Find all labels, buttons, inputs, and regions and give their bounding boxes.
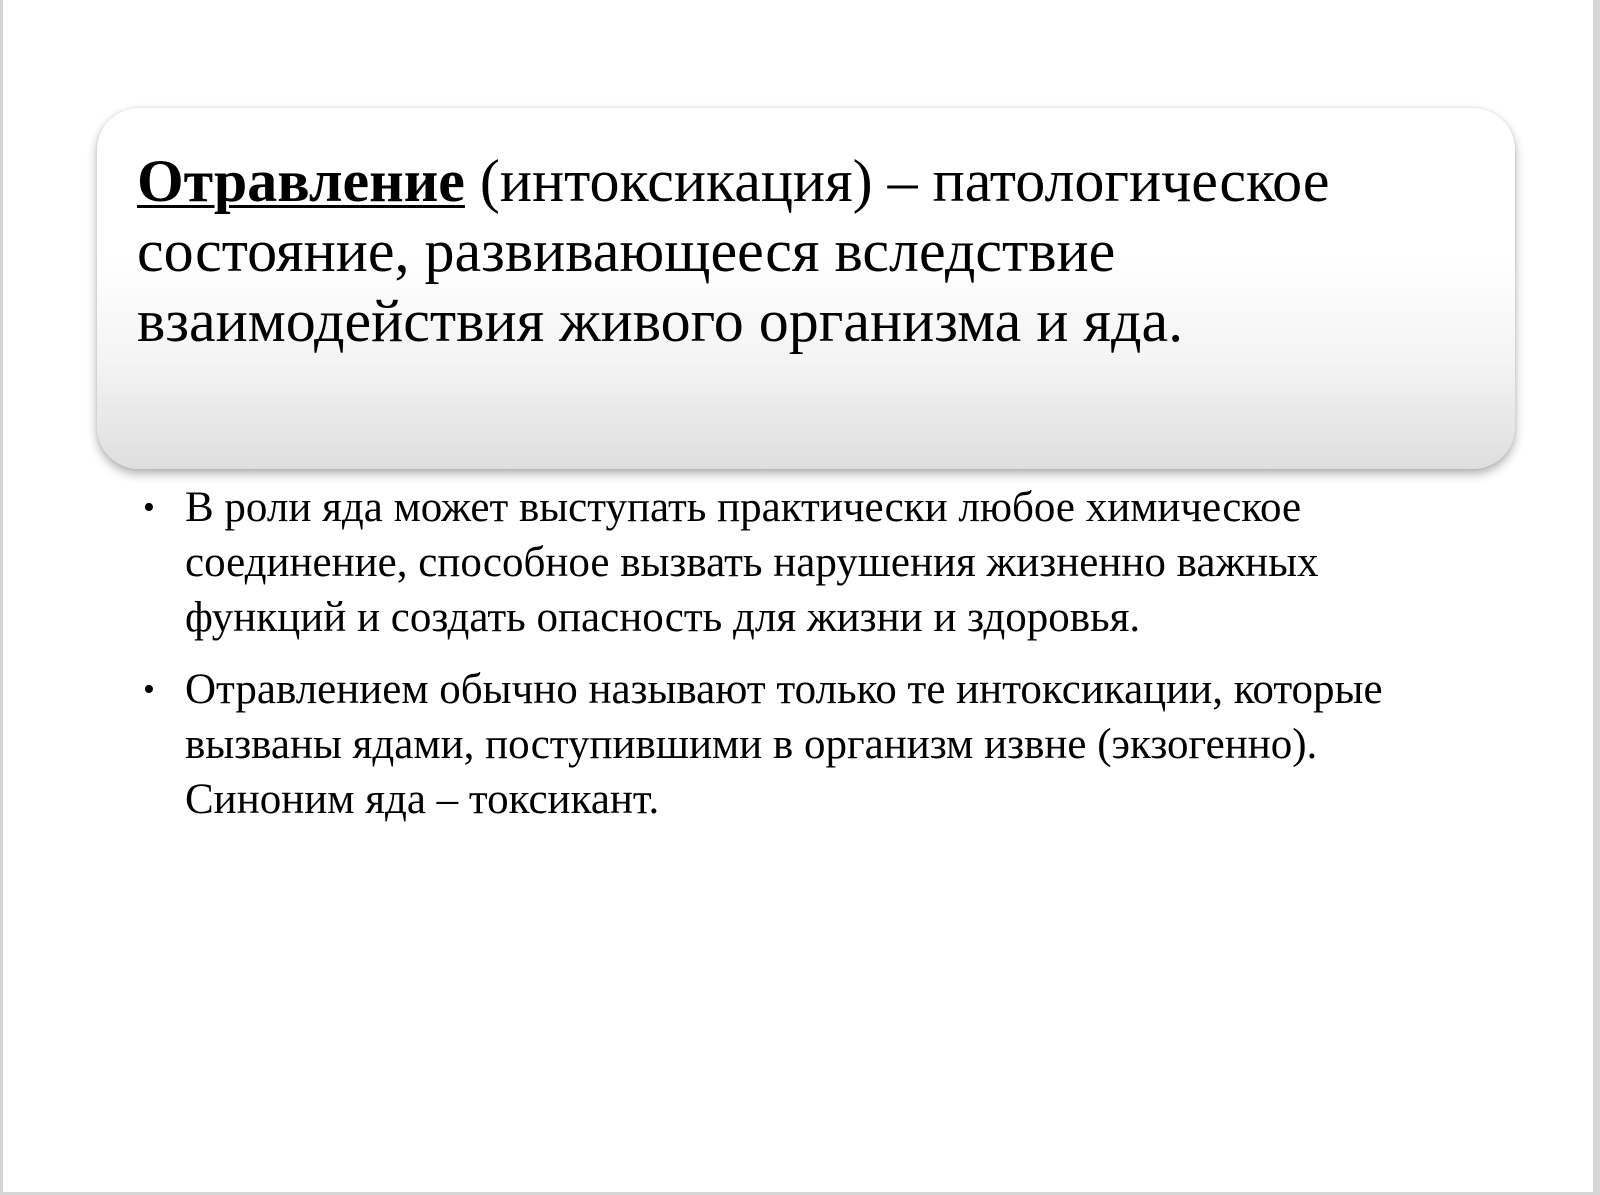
- bullet-icon: •: [143, 671, 155, 708]
- bullet-icon: •: [143, 489, 155, 526]
- title-box: [97, 108, 1515, 469]
- bullet-list: [141, 480, 1471, 844]
- list-item: [141, 480, 1471, 645]
- bullet-text: В роли яда может выступать практически любое химическое соединение, способное вызвать нарушения жизненно важных функций и создать опасность для жизни и здоровья.: [185, 484, 1319, 641]
- definition-term: Отравление: [137, 148, 465, 214]
- list-item: [141, 662, 1471, 827]
- bullet-text: Отравлением обычно называют только те интоксикации, которые вызваны ядами, поступившими в организм извне (экзогенно). Синоним яда – токсикант.: [185, 666, 1383, 823]
- definition-title: [137, 146, 1497, 356]
- slide: [3, 0, 1593, 1192]
- definition-text: (интоксикация) – патологическое состояние, развивающееся вследствие взаимодействия живого организма и яда.: [137, 148, 1330, 354]
